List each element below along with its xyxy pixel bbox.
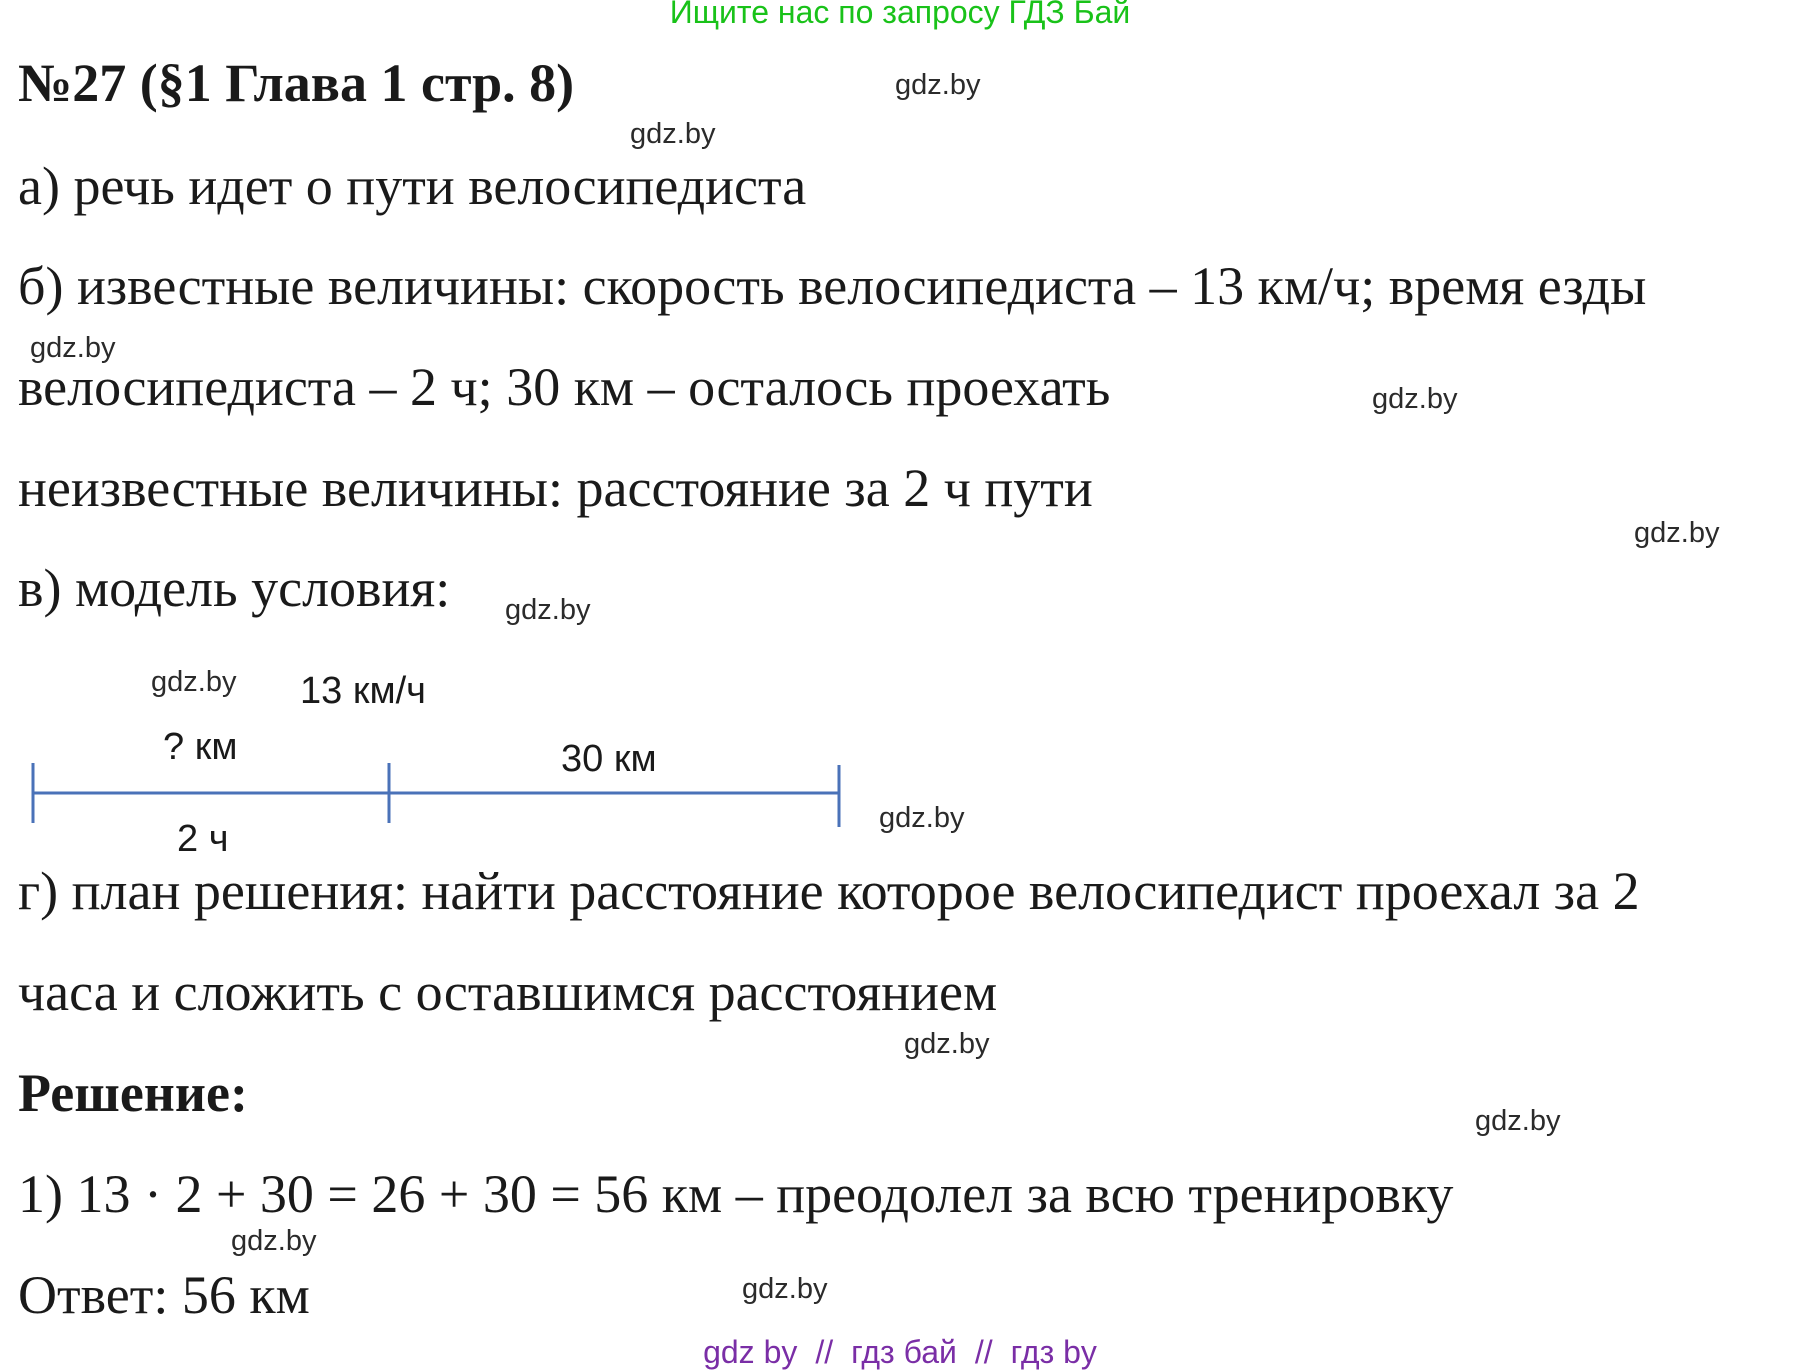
watermark: gdz.by [1372, 383, 1458, 415]
model-time-label: 2 ч [177, 818, 229, 860]
watermark: gdz.by [1475, 1105, 1561, 1137]
model-speed-label: 13 км/ч [300, 670, 426, 712]
watermark: gdz.by [895, 69, 981, 101]
watermark: gdz.by [630, 118, 716, 150]
answer-text: Ответ: 56 км [18, 1265, 310, 1325]
model-remaining-distance-label: 30 км [561, 738, 657, 780]
model-unknown-distance-label: ? км [163, 726, 238, 768]
item-g-plan-continued: часа и сложить с оставшимся расстоянием [18, 962, 998, 1022]
watermark: gdz.by [904, 1028, 990, 1060]
watermark: gdz.by [1634, 517, 1720, 549]
watermark: gdz.by [151, 666, 237, 698]
footer-separator: // [974, 1334, 993, 1370]
item-b-known-values: б) известные величины: скорость велосипедиста – 13 км/ч; время езды [18, 256, 1647, 316]
footer-link-gdz-bai[interactable]: гдз бай [851, 1334, 957, 1370]
item-v-model-label: в) модель условия: [18, 558, 451, 618]
item-b-unknown-values: неизвестные величины: расстояние за 2 ч пути [18, 458, 1093, 518]
footer-link-gdz-by-2[interactable]: гдз by [1010, 1334, 1097, 1370]
watermark: gdz.by [30, 332, 116, 364]
solution-step-1: 1) 13 · 2 + 30 = 26 + 30 = 56 км – преодолел за всю тренировку [18, 1164, 1454, 1224]
watermark: gdz.by [231, 1225, 317, 1257]
watermark: gdz.by [879, 802, 965, 834]
exercise-title: №27 (§1 Глава 1 стр. 8) [18, 53, 575, 113]
footer-separator: // [815, 1334, 834, 1370]
item-a-text: а) речь идет о пути велосипедиста [18, 156, 807, 216]
item-g-plan: г) план решения: найти расстояние которое велосипедист проехал за 2 [18, 861, 1640, 921]
condition-model-diagram [0, 740, 900, 880]
search-banner: Ищите нас по запросу ГДЗ Бай [669, 0, 1131, 30]
footer-links [0, 1334, 1800, 1371]
solution-heading: Решение: [18, 1063, 248, 1123]
item-b-known-values-continued: велосипедиста – 2 ч; 30 км – осталось проехать [18, 357, 1111, 417]
footer-link-gdz-by[interactable]: gdz by [703, 1334, 798, 1370]
watermark: gdz.by [742, 1273, 828, 1305]
watermark: gdz.by [505, 594, 591, 626]
